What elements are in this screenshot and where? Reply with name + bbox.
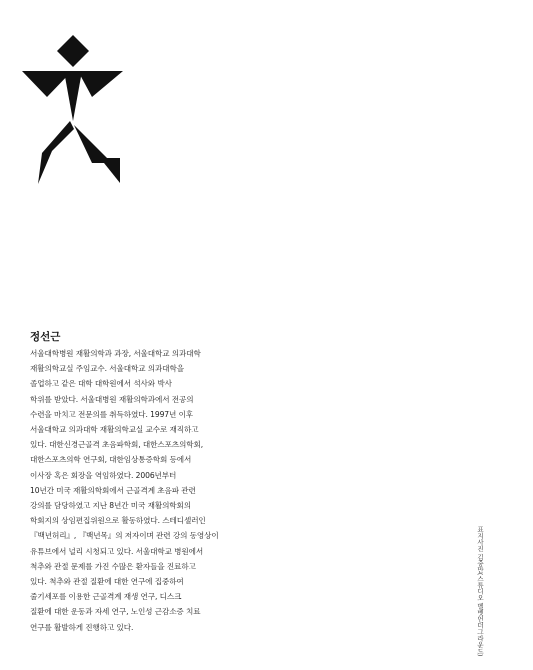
- tangram-left-leg: [38, 121, 74, 184]
- bio-line: 줄기세포를 이용한 근골격계 재생 연구, 디스크: [30, 592, 182, 602]
- author-name: 정선근: [30, 331, 61, 343]
- tangram-left-arm: [22, 71, 72, 97]
- bio-line: 있다. 대한신경근골격 초음파학회, 대한스포츠의학회,: [30, 440, 204, 450]
- cover-photo-credit: 표지사진 김중만(스튜디오 벨벳언더그라운드): [476, 526, 484, 657]
- bio-line: 『백년허리』, 『백년목』의 저자이며 관련 강의 동영상이: [30, 531, 219, 541]
- bio-line: 있다. 척추와 관절 질환에 대한 연구에 집중하여: [30, 577, 184, 587]
- tangram-right-arm: [78, 71, 123, 97]
- tangram-right-leg: [74, 125, 112, 163]
- bio-line: 재활의학교실 주임교수. 서울대학교 의과대학을: [30, 364, 184, 374]
- bio-line: 학회지의 상임편집위원으로 활동하였다. 스테디셀러인: [30, 516, 206, 526]
- bio-line: 서울대학병원 재활의학과 과장, 서울대학교 의과대학: [30, 349, 201, 358]
- bio-line: 강의를 담당하였고 지난 8년간 미국 재활의학회의: [30, 501, 192, 511]
- bio-line: 졸업하고 같은 대학 대학원에서 석사와 박사: [30, 379, 172, 389]
- bio-line: 대한스포츠의학 연구회, 대한임상통증학회 등에서: [30, 455, 192, 465]
- bio-line: 유튜브에서 널리 시청되고 있다. 서울대학교 병원에서: [30, 546, 204, 556]
- bio-line: 이사장 혹은 회장을 역임하였다. 2006년부터: [30, 470, 177, 480]
- tangram-right-foot: [100, 158, 120, 183]
- bio-line: 10년간 미국 재활의학회에서 근골격계 초음파 관련: [30, 485, 196, 495]
- bio-line: 연구를 활발하게 진행하고 있다.: [30, 622, 134, 632]
- bio-line: 질환에 대한 운동과 자세 연구, 노인성 근감소증 치료: [30, 607, 201, 617]
- tangram-torso: [64, 71, 82, 121]
- bio-line: 수련을 마치고 전문의를 취득하였다. 1997년 이후: [30, 409, 194, 419]
- tangram-figure-logo: [22, 33, 124, 185]
- bio-line: 서울대학교 의과대학 재활의학교실 교수로 재직하고: [30, 425, 199, 435]
- bio-line: 척추와 관절 문제를 가진 수많은 환자들을 진료하고: [30, 561, 196, 571]
- tangram-head: [57, 35, 89, 67]
- author-bio: [30, 346, 225, 635]
- bio-line: 학위를 받았다. 서울대병원 재활의학과에서 전공의: [30, 394, 194, 404]
